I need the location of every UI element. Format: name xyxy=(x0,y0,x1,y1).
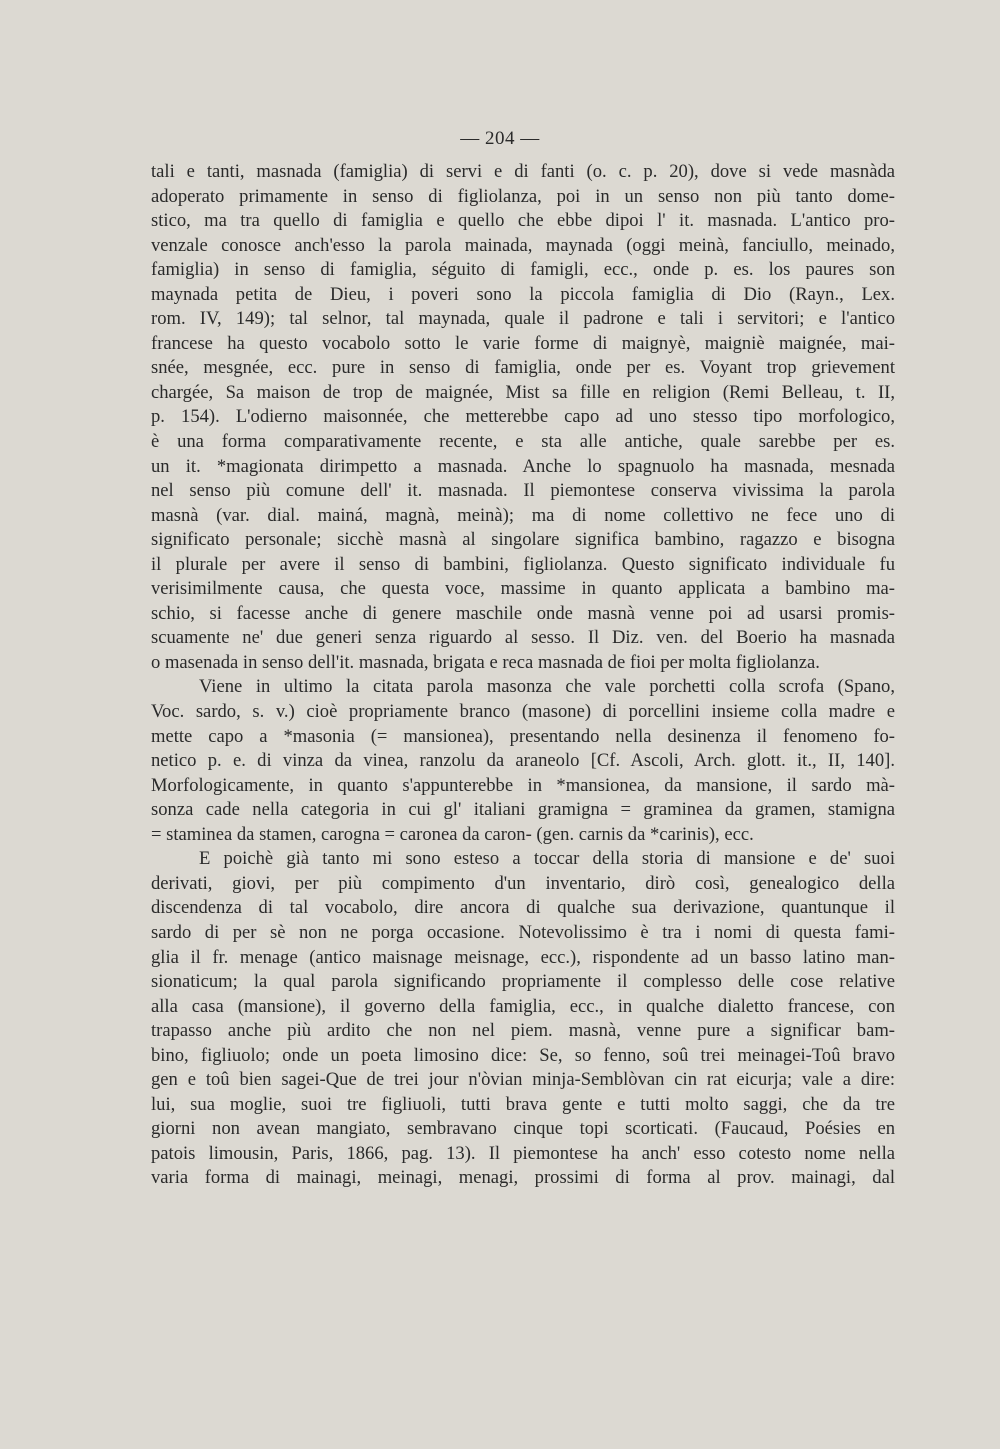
text-line: masnà (var. dial. mainá, magnà, meinà); ma di nome collettivo ne fece uno di xyxy=(151,504,895,526)
text-line: varia forma di mainagi, meinagi, menagi, prossimi di forma al prov. mainagi, dal xyxy=(151,1167,895,1189)
text-line: discendenza di tal vocabolo, dire ancora di qualche sua derivazione, quantunque il xyxy=(151,897,895,919)
text-line: lui, sua moglie, suoi tre figliuoli, tutti brava gente e tutti molto saggi, che da tre xyxy=(151,1093,895,1115)
text-line: un it. *magionata dirimpetto a masnada. Anche lo spagnuolo ha masnada, mesnada xyxy=(151,455,895,477)
text-line: mette capo a *masonia (= mansionea), presentando nella desinenza il fenomeno fo- xyxy=(151,725,895,747)
text-line: adoperato primamente in senso di figliolanza, poi in un senso non più tanto dome- xyxy=(151,185,895,207)
text-line: alla casa (mansione), il governo della famiglia, ecc., in qualche dialetto francese, con xyxy=(151,995,895,1017)
text-line: E poichè già tanto mi sono esteso a toccar della storia di mansione e de' suoi xyxy=(199,848,895,870)
text-line: chargée, Sa maison de trop de maignée, Mist sa fille en religion (Remi Belleau, t. II, xyxy=(151,381,895,403)
page-number: — 204 — xyxy=(460,128,540,149)
text-line: derivati, giovi, per più compimento d'un inventario, dirò così, genealogico della xyxy=(151,872,895,894)
body-text xyxy=(151,160,895,1191)
text-line: snée, mesgnée, ecc. pure in senso di famiglia, onde per es. Voyant trop grievement xyxy=(151,357,895,379)
text-line: sionaticum; la qual parola significando propriamente il complesso delle cose relative xyxy=(151,971,895,993)
text-line: venzale conosce anch'esso la parola mainada, maynada (oggi meinà, fanciullo, meinado, xyxy=(151,234,895,256)
text-line: giorni non avean mangiato, sembravano cinque topi scorticati. (Faucaud, Poésies en xyxy=(151,1118,895,1140)
text-line: significato personale; sicchè masnà al singolare significa bambino, ragazzo e bisogna xyxy=(151,529,895,551)
text-line: schio, si facesse anche di genere maschile onde masnà venne poi ad usarsi promis- xyxy=(151,602,895,624)
text-line: è una forma comparativamente recente, e sta alle antiche, quale sarebbe per es. xyxy=(151,431,895,453)
text-line: o masenada in senso dell'it. masnada, brigata e reca masnada de fioi per molta figliolanza. xyxy=(151,651,820,673)
text-line: sonza cade nella categoria in cui gl' italiani gramigna = graminea da gramen, stamigna xyxy=(151,799,895,821)
text-line: il plurale per avere il senso di bambini, figliolanza. Questo significato individuale fu xyxy=(151,553,895,575)
text-line: francese ha questo vocabolo sotto le varie forme di maignyè, maigniè maignée, mai- xyxy=(151,332,895,354)
text-line: tali e tanti, masnada (famiglia) di servi e di fanti (o. c. p. 20), dove si vede masnàda xyxy=(151,161,895,182)
text-line: maynada petita de Dieu, i poveri sono la piccola famiglia di Dio (Rayn., Lex. xyxy=(151,283,895,305)
text-line: patois limousin, Paris, 1866, pag. 13). Il piemontese ha anch' esso cotesto nome nella xyxy=(151,1142,895,1164)
text-line: stico, ma tra quello di famiglia e quello che ebbe dipoi l' it. masnada. L'antico pro- xyxy=(151,210,895,232)
text-line: p. 154). L'odierno maisonnée, che metterebbe capo ad uno stesso tipo morfologico, xyxy=(151,406,895,428)
text-line: rom. IV, 149); tal selnor, tal maynada, quale il padrone e tali i servitori; e l'antico xyxy=(151,308,895,330)
text-line: nel senso più comune dell' it. masnada. Il piemontese conserva vivissima la parola xyxy=(151,480,895,502)
text-line: trapasso anche più ardito che non nel piem. masnà, venne pure a significar bam- xyxy=(151,1020,895,1042)
text-line: famiglia) in senso di famiglia, séguito di famigli, ecc., onde p. es. los paures son xyxy=(151,259,895,281)
text-line: bino, figliuolo; onde un poeta limosino dice: Se, so fenno, soû trei meinagei-Toû bravo xyxy=(151,1044,895,1066)
text-line: = staminea da stamen, carogna = caronea da caron- (gen. carnis da *carinis), ecc. xyxy=(151,823,754,845)
text-line: glia il fr. menage (antico maisnage meisnage, ecc.), rispondente ad un basso latino man- xyxy=(151,946,895,968)
text-line: Morfologicamente, in quanto s'appunterebbe in *mansionea, da mansione, il sardo mà- xyxy=(151,774,895,796)
text-line: gen e toû bien sagei-Que de trei jour n'òvian minja-Semblòvan cin rat eicurja; vale a dire: xyxy=(151,1069,895,1091)
text-line: netico p. e. di vinza da vinea, ranzolu da araneolo [Cf. Ascoli, Arch. glott. it., II, 140]. xyxy=(151,750,895,772)
text-line: sardo di per sè non ne porga occasione. Notevolissimo è tra i nomi di questa fami- xyxy=(151,921,895,943)
text-line: verisimilmente causa, che questa voce, massime in quanto applicata a bambino ma- xyxy=(151,578,895,600)
text-line: Voc. sardo, s. v.) cioè propriamente branco (masone) di porcellini insieme colla madre e xyxy=(151,701,895,723)
text-line: Viene in ultimo la citata parola masonza che vale porchetti colla scrofa (Spano, xyxy=(199,676,895,698)
text-line: scuamente ne' due generi senza riguardo al sesso. Il Diz. ven. del Boerio ha masnada xyxy=(151,627,895,649)
